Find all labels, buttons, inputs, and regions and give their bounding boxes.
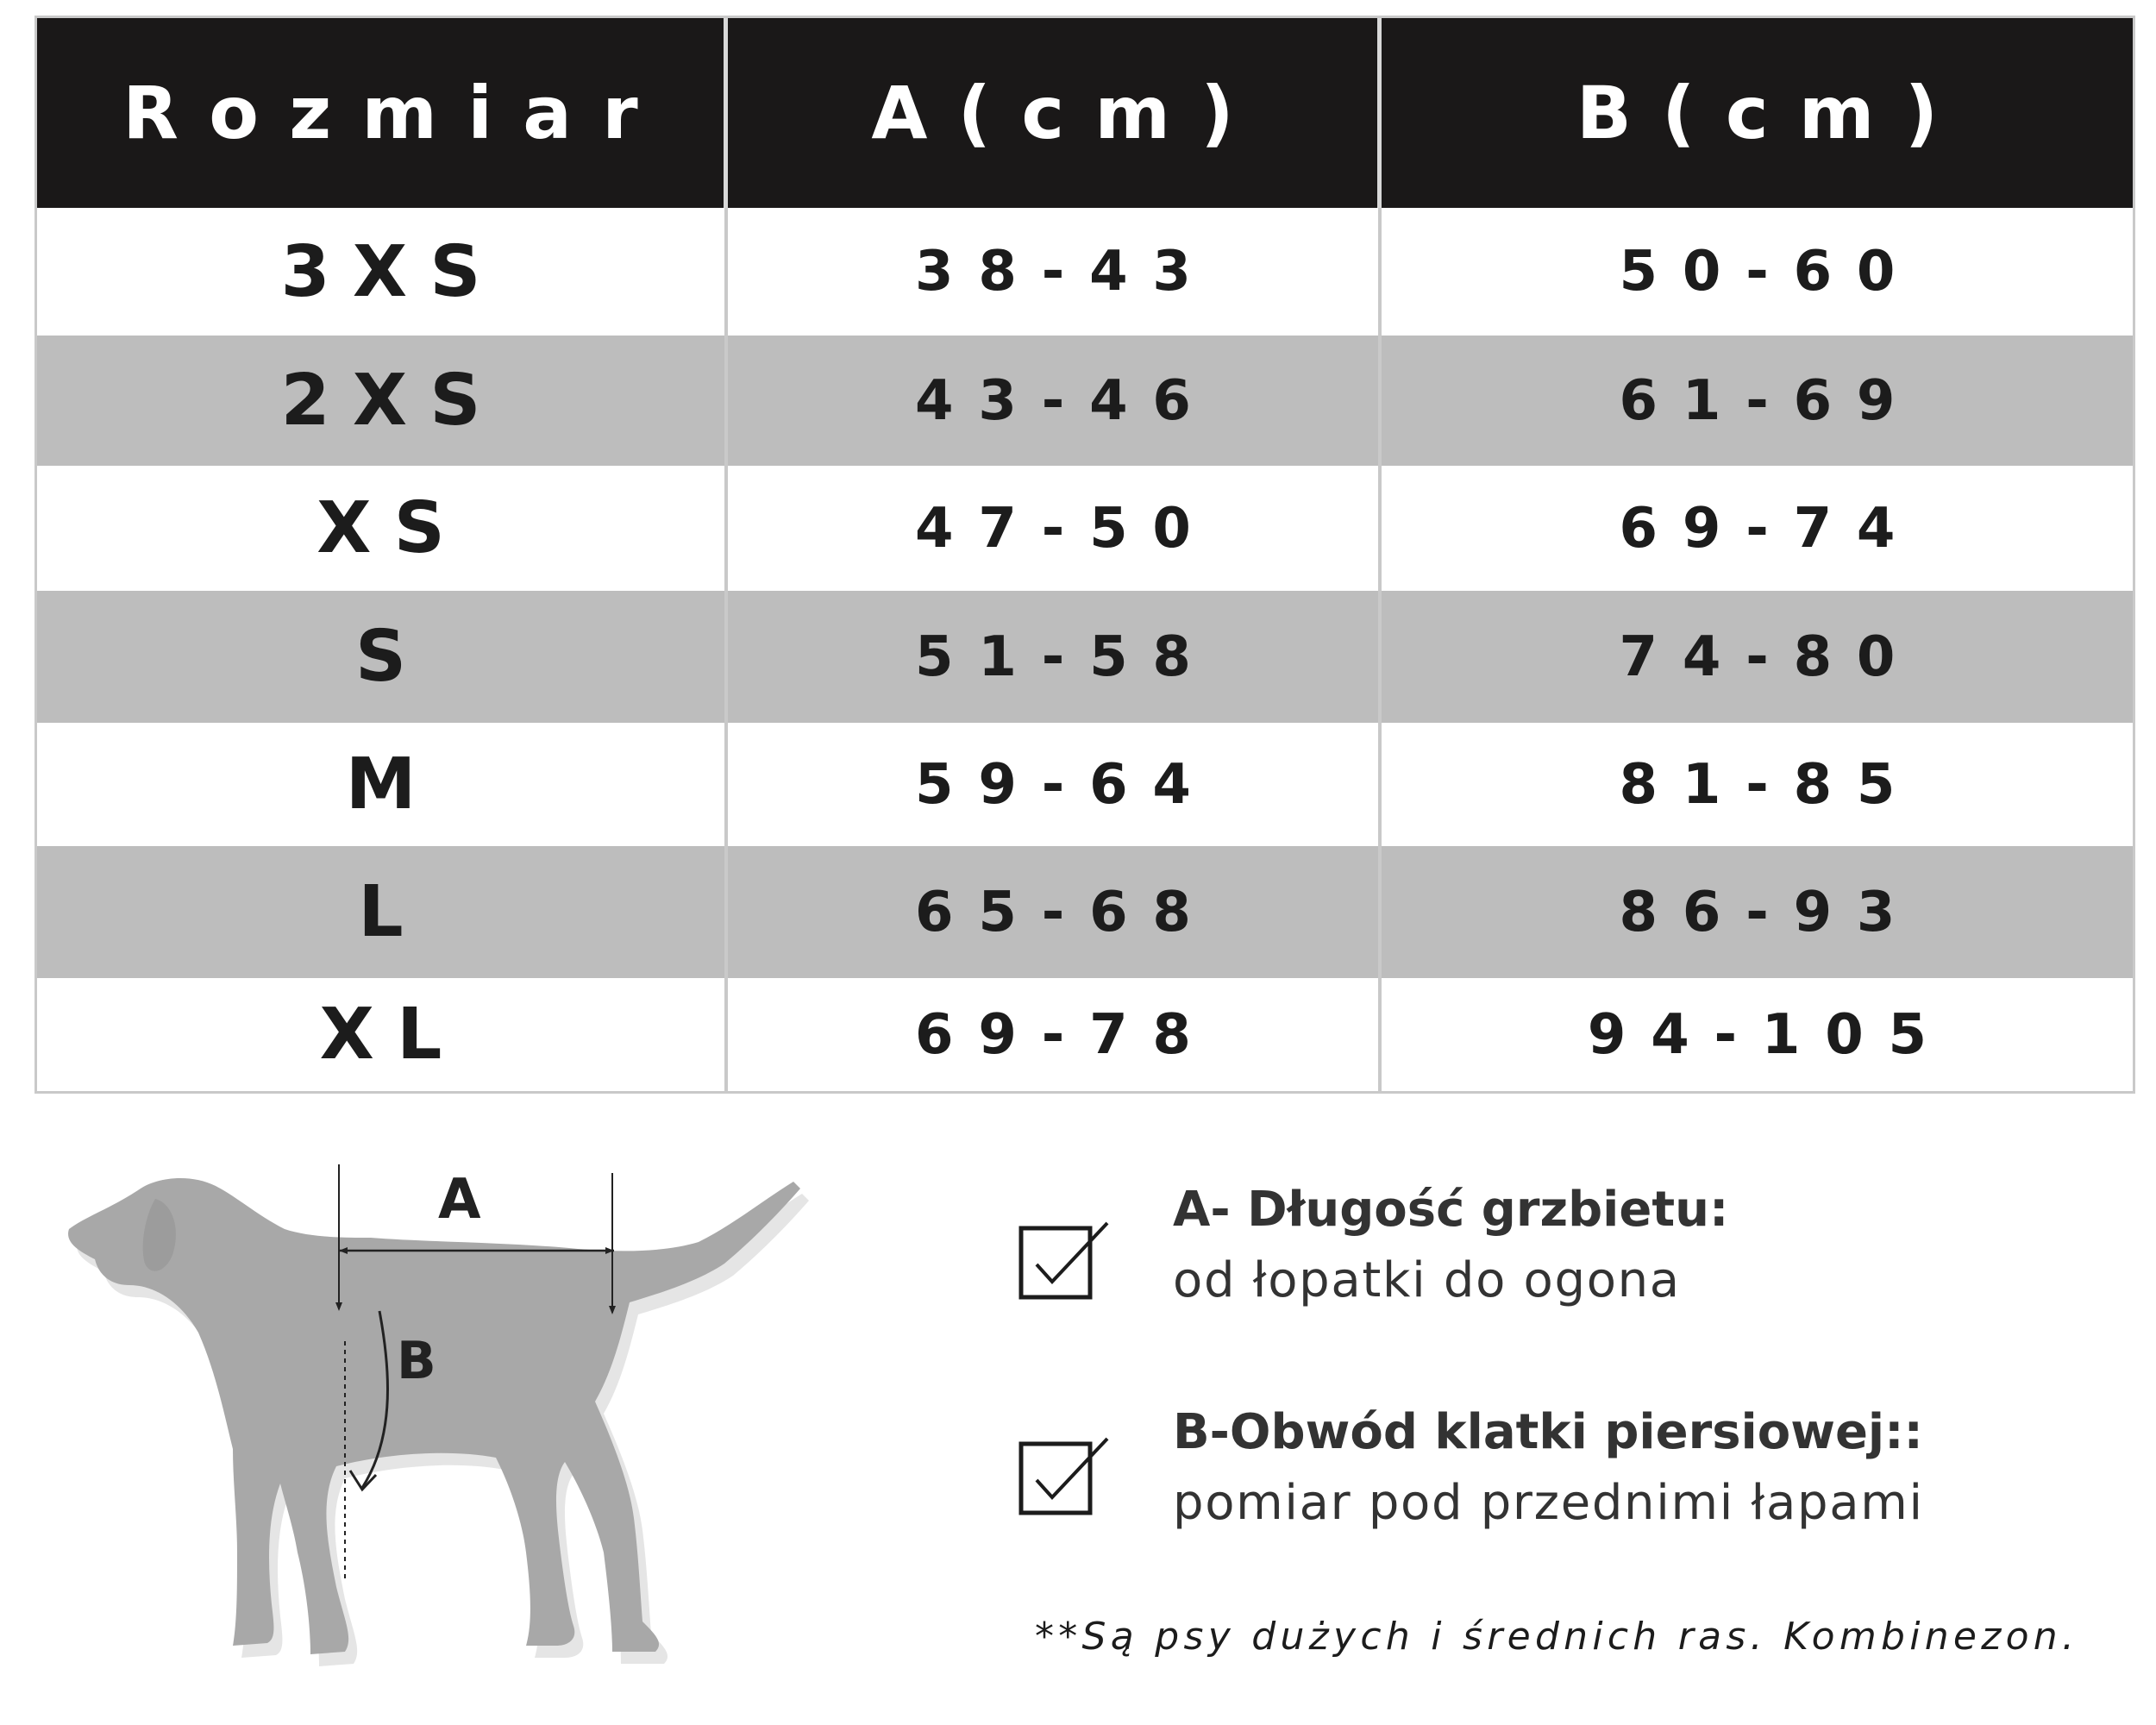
header-b-cm: B(cm) <box>1576 71 1969 155</box>
table-row <box>37 723 2133 846</box>
size-table <box>34 16 2135 1094</box>
size-cell: M <box>37 723 728 846</box>
checkbox-checked-icon <box>1018 1214 1112 1309</box>
table-row <box>37 208 2133 336</box>
legend-desc-a: od łopatki do ogona <box>1173 1252 1681 1308</box>
label-a: A <box>438 1168 481 1232</box>
dog-illustration <box>60 1156 854 1708</box>
a-cell: 38-43 <box>728 208 1382 336</box>
footnote: **Są psy dużych i średnich ras. Kombinezon. <box>1035 1615 2079 1659</box>
a-cell: 47-50 <box>728 466 1382 591</box>
a-cell: 59-64 <box>728 723 1382 846</box>
legend-item-b <box>1018 1404 2096 1577</box>
b-cell: 81-85 <box>1619 752 1921 817</box>
b-cell: 69-74 <box>1619 496 1921 561</box>
table-row <box>37 591 2133 723</box>
size-cell: 3XS <box>37 208 728 336</box>
a-cell: 43-46 <box>728 336 1382 466</box>
b-cell: 86-93 <box>1619 880 1921 944</box>
legend-title-b: B-Obwód klatki piersiowej:: <box>1173 1404 1923 1460</box>
a-cell: 51-58 <box>728 591 1382 723</box>
b-cell: 74-80 <box>1619 624 1921 689</box>
header-size: Rozmiar <box>37 18 728 208</box>
table-row <box>37 846 2133 978</box>
size-cell: XS <box>37 466 728 591</box>
legend-item-a <box>1018 1182 2096 1354</box>
table-row <box>37 978 2133 1091</box>
a-cell: 65-68 <box>728 846 1382 978</box>
legend-desc-b: pomiar pod przednimi łapami <box>1173 1475 1924 1531</box>
checkbox-checked-icon <box>1018 1430 1112 1525</box>
b-cell: 50-60 <box>1619 240 1921 304</box>
size-cell: S <box>37 591 728 723</box>
table-row <box>37 466 2133 591</box>
size-cell: 2XS <box>37 336 728 466</box>
table-row <box>37 336 2133 466</box>
table-header-row <box>37 18 2133 208</box>
size-cell: L <box>37 846 728 978</box>
dog-measurement-diagram <box>60 1156 854 1708</box>
size-cell: XL <box>37 978 728 1091</box>
a-cell: 69-78 <box>728 978 1382 1091</box>
header-a-cm: A(cm) <box>728 18 1382 208</box>
legend-title-a: A- Długość grzbietu: <box>1173 1182 1729 1238</box>
b-cell: 61-69 <box>1619 368 1921 433</box>
label-b: B <box>397 1331 436 1391</box>
b-cell: 94-105 <box>1587 1002 1952 1067</box>
